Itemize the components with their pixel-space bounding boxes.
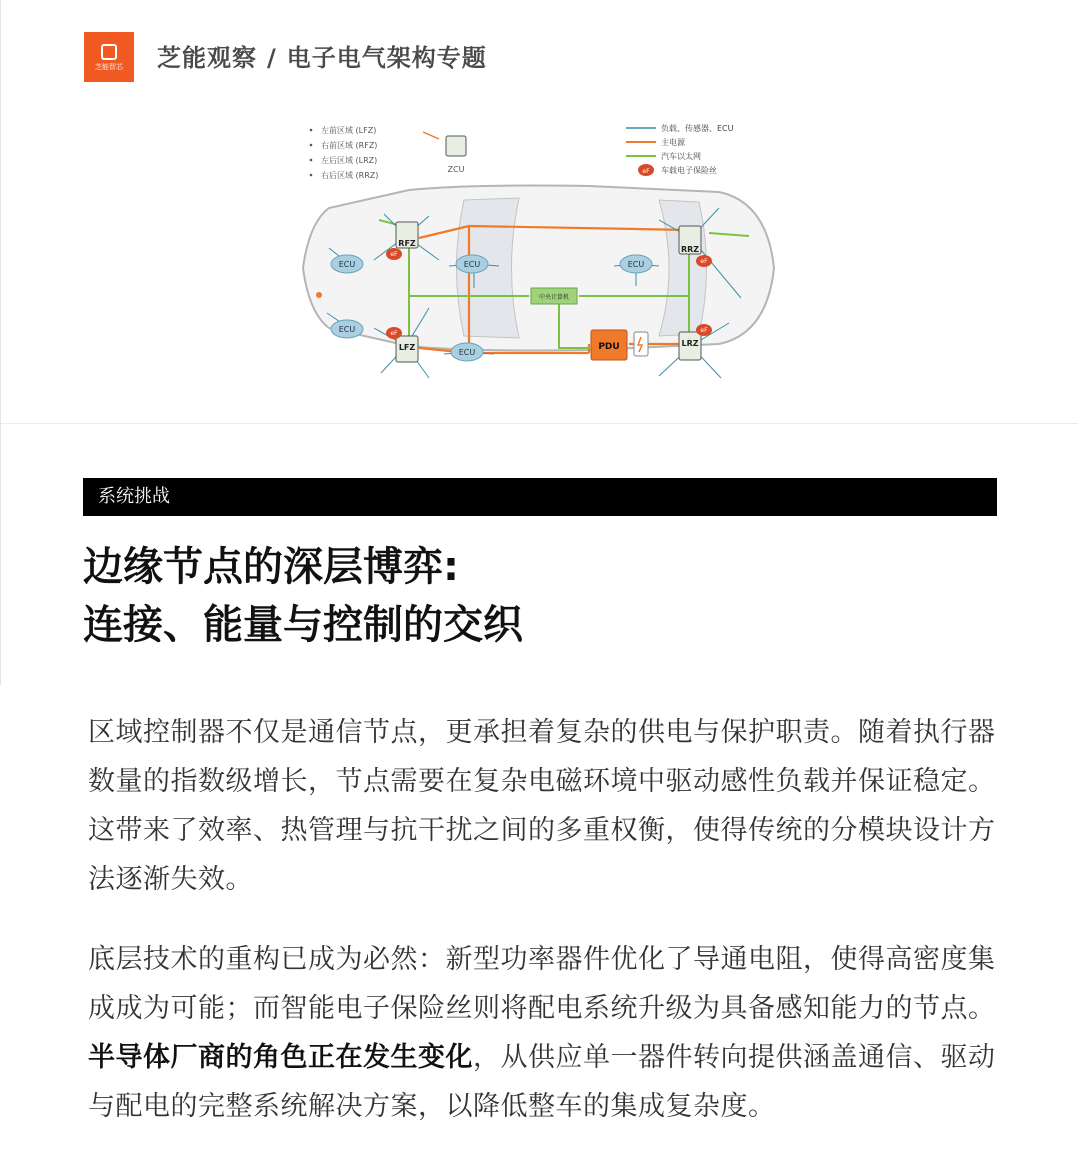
zcu-legend-icon xyxy=(446,136,466,174)
headline-line-2: 连接、能量与控制的交织 xyxy=(83,602,523,648)
legend-loads: 负载、传感器、ECU xyxy=(661,124,734,133)
ecu-front-right: ECU xyxy=(338,260,356,269)
zone-rrz: RRZ xyxy=(680,245,700,254)
section-tag: 系统挑战 xyxy=(83,478,997,516)
legend-efuse: 车载电子保险丝 xyxy=(661,166,717,175)
svg-text:eF: eF xyxy=(642,168,650,175)
paragraph-2 xyxy=(88,935,1008,1131)
zone-legend xyxy=(310,125,379,180)
card-divider xyxy=(1,423,1078,424)
svg-text:eF: eF xyxy=(700,258,708,265)
zonal-architecture-diagram xyxy=(289,108,797,418)
paragraph-1: 区域控制器不仅是通信节点，更承担着复杂的供电与保护职责。随着执行器数量的指数级增长，节点需要在复杂电磁环境中驱动感性负载并保证稳定。这带来了效率、热管理与抗干扰之间的多重权衡，使得传统的分模块设计方法逐渐失效。 xyxy=(88,717,996,895)
legend-main-power: 主电源 xyxy=(661,138,685,147)
battery-icon xyxy=(634,332,648,356)
svg-text:eF: eF xyxy=(390,251,398,258)
paragraph-2-highlight: 半导体厂商的角色正在发生变化 xyxy=(88,1042,473,1073)
ecu-rear-right: ECU xyxy=(627,260,645,269)
paragraph-2-conclusion: ，从供应单一器件转向提供涵盖通信、驱动与配电的完整系统解决方案，以降低整车的集成复杂度。 xyxy=(88,1042,996,1122)
svg-text:eF: eF xyxy=(390,330,398,337)
legend-lfz: 左前区域 (LFZ) xyxy=(321,126,377,135)
central-computer-label: 中央计算机 xyxy=(538,294,570,301)
section-headline xyxy=(83,538,523,654)
header-title xyxy=(157,38,487,73)
ecu-mid-right: ECU xyxy=(463,260,481,269)
brand-name: 芝能观察 xyxy=(157,44,257,72)
pdu-label: PDU xyxy=(598,342,620,352)
brand-logo xyxy=(84,32,134,82)
legend-rfz: 右前区域 (RFZ) xyxy=(321,141,378,150)
legend-rrz: 右后区域 (RRZ) xyxy=(321,171,379,180)
zone-rfz: RFZ xyxy=(398,239,416,248)
paragraph-2-intro: 底层技术的重构已成为必然：新型功率器件优化了导通电阻，使得高密度集成成为可能；而智能电子保险丝则将配电系统升级为具备感知能力的节点。 xyxy=(88,944,996,1024)
ecu-mid-left: ECU xyxy=(458,348,476,357)
ecu-front-left: ECU xyxy=(338,325,356,334)
zcu-label: ZCU xyxy=(447,165,465,174)
zone-lrz: LRZ xyxy=(681,339,699,348)
topic-name: 电子电气架构专题 xyxy=(286,44,487,72)
legend-ethernet: 汽车以太网 xyxy=(661,152,701,161)
chip-icon xyxy=(101,44,117,60)
logo-text: 芝能智芯 xyxy=(95,62,123,71)
headline-line-1: 边缘节点的深层博弈: xyxy=(83,544,459,590)
bottom-fade-overlay xyxy=(860,1110,1080,1157)
line-legend xyxy=(626,123,734,176)
svg-text:eF: eF xyxy=(700,327,708,334)
legend-lrz: 左后区域 (LRZ) xyxy=(321,156,378,165)
header-separator: / xyxy=(267,44,277,72)
zone-lfz: LFZ xyxy=(398,343,416,352)
